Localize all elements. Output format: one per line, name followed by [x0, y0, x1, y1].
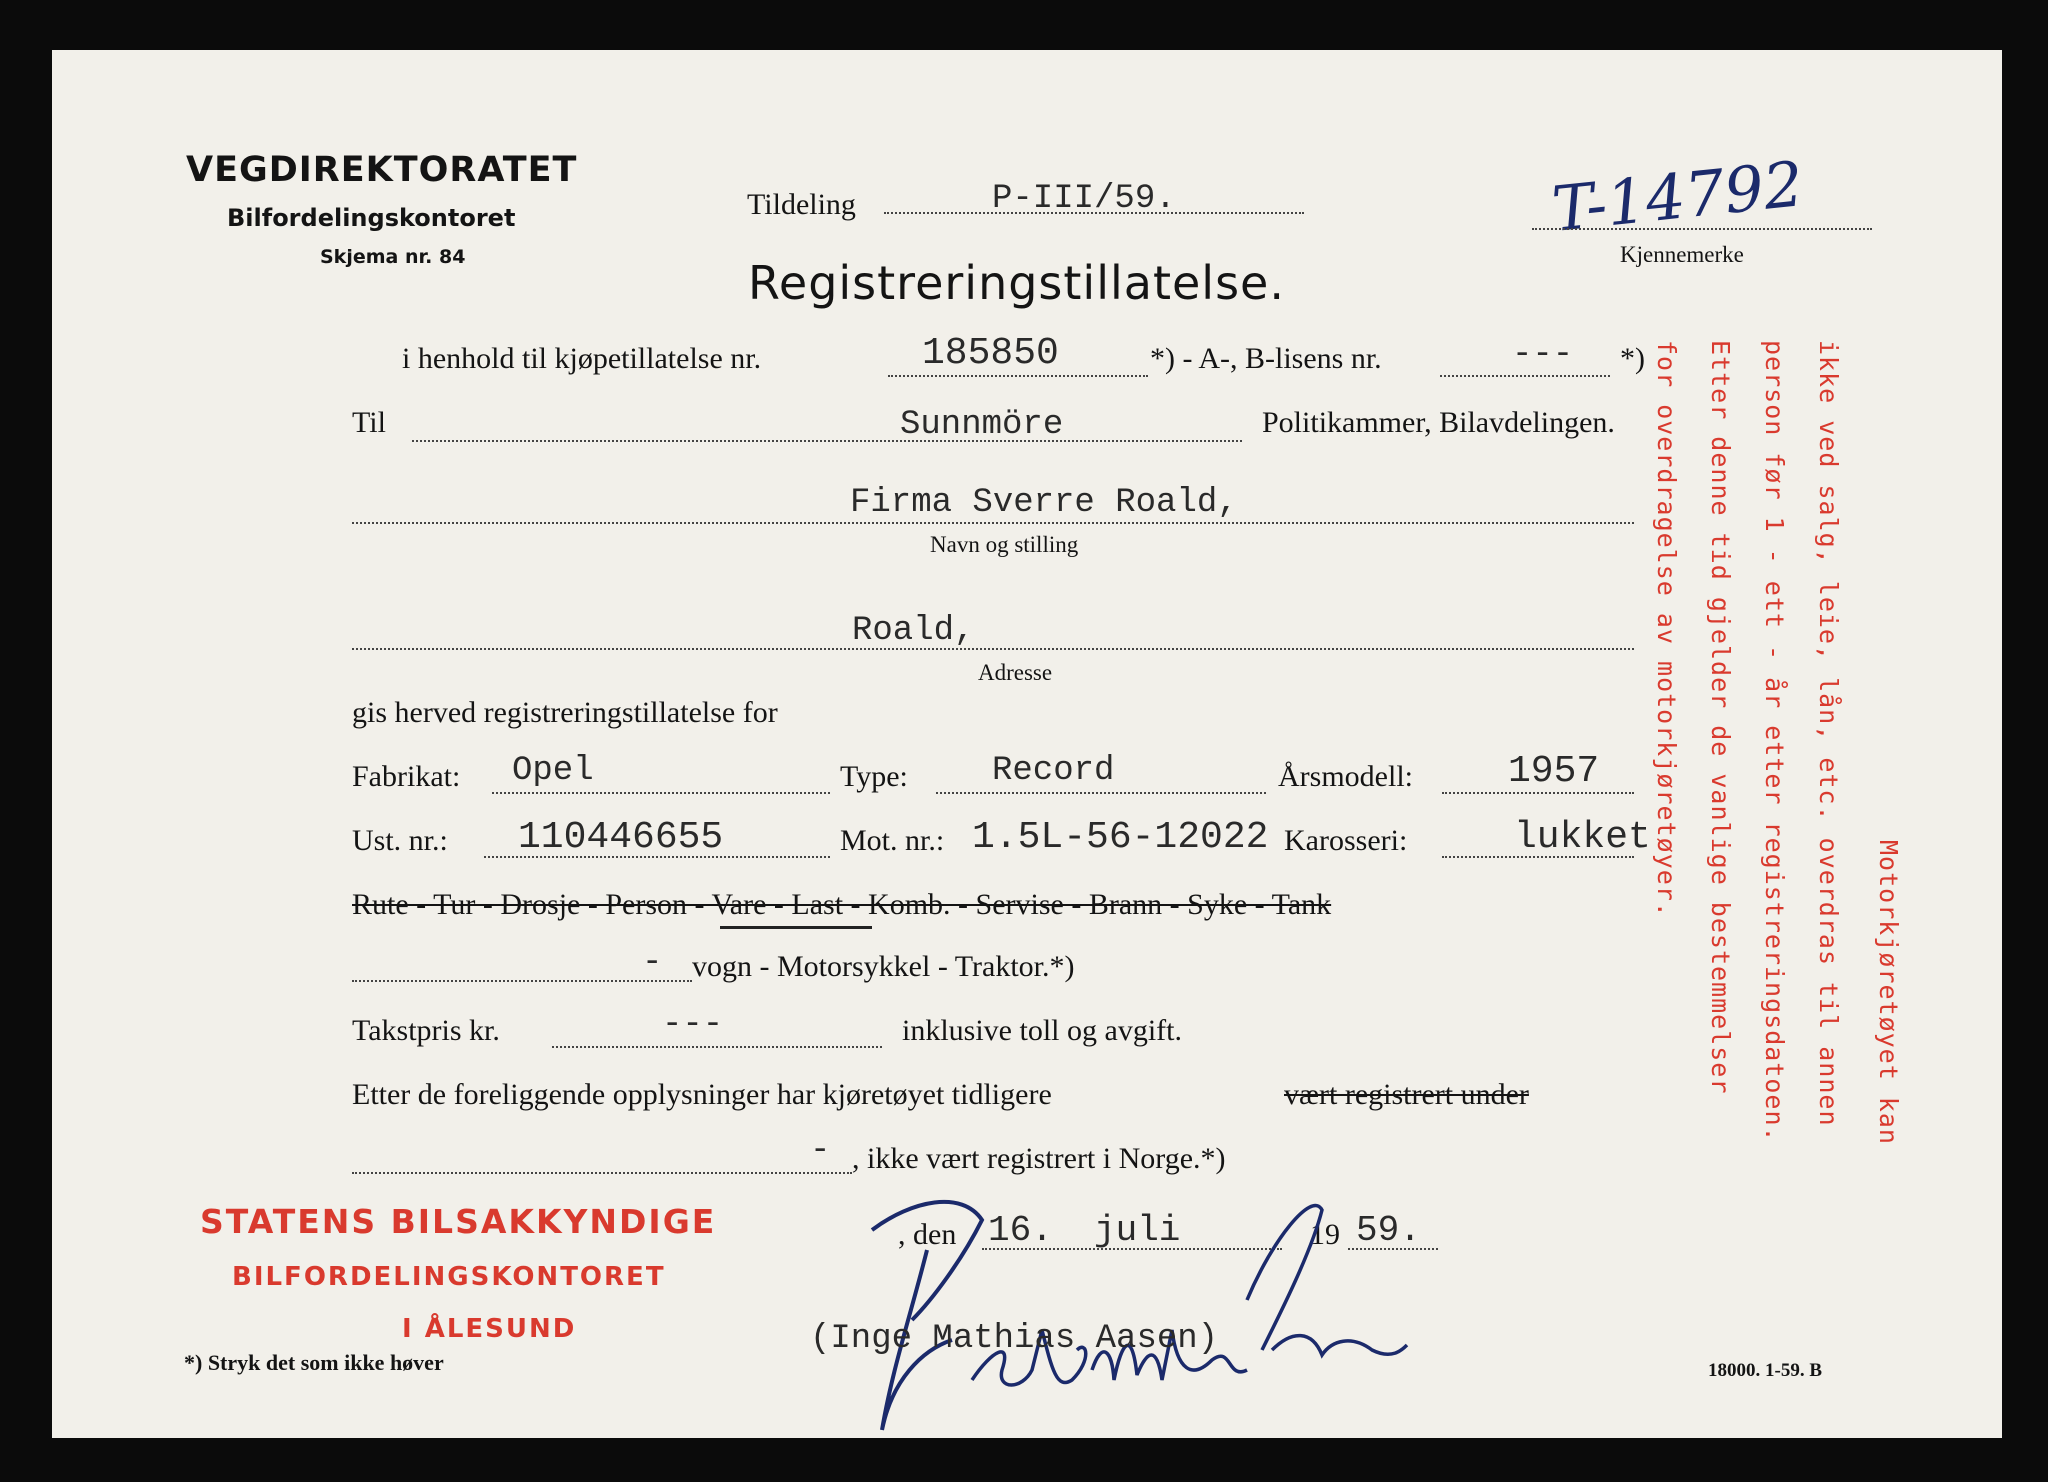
name-label: Navn og stilling: [930, 532, 1079, 557]
tildeling-value: P-III/59.: [992, 180, 1176, 218]
price-suffix: inklusive toll og avgift.: [902, 1014, 1182, 1047]
mot-label: Mot. nr.:: [840, 824, 945, 857]
lisens-middle: *) - A-, B-lisens nr.: [1150, 342, 1382, 375]
history-struck: vært registrert under: [1284, 1078, 1529, 1111]
type-value: Record: [992, 752, 1115, 790]
address-value: Roald,: [852, 612, 975, 650]
tildeling-label: Tildeling: [747, 188, 856, 221]
date-year: 59.: [1356, 1210, 1421, 1251]
date-century: 19: [1310, 1218, 1340, 1251]
kjennemerke-value: T-14792: [1548, 147, 1807, 246]
lisens-suffix: *): [1620, 342, 1645, 375]
fabrikat-value: Opel: [512, 752, 594, 790]
kjop-number: 185850: [922, 332, 1059, 375]
mot-value: 1.5L-56-12022: [972, 816, 1269, 859]
price-value: ---: [662, 1006, 724, 1044]
til-prefix: Til: [352, 406, 386, 439]
address-dotted-line: [352, 648, 1634, 650]
date-prefix: , den: [898, 1218, 957, 1251]
handwritten-signature: [852, 1180, 1412, 1440]
vogn-dash: -: [642, 944, 663, 982]
kjennemerke-dotted-line: [1532, 228, 1872, 230]
history-line2: , ikke vært registrert i Norge.*): [852, 1142, 1226, 1175]
history-line: Etter de foreliggende opplysninger har kjøretøyet tidligere: [352, 1078, 1052, 1111]
kjop-dotted-line: [888, 375, 1148, 377]
karosseri-label: Karosseri:: [1284, 824, 1408, 857]
til-dotted-line: [412, 440, 1242, 442]
til-suffix: Politikammer, Bilavdelingen.: [1262, 406, 1615, 439]
print-code: 18000. 1-59. B: [1708, 1360, 1822, 1381]
fabrikat-label: Fabrikat:: [352, 760, 461, 793]
typed-name: (Inge Mathias Aasen): [810, 1320, 1219, 1358]
footer-note: *) Stryk det som ikke høver: [184, 1350, 444, 1375]
history-dotted-line: [352, 1172, 852, 1174]
org-name: VEGDIREKTORATET: [186, 150, 578, 190]
vehicle-categories: Rute - Tur - Drosje - Person - Vare - Last - Komb. - Servise - Brann - Syke - Tank: [352, 888, 1332, 921]
stamp-line1: STATENS BILSAKKYNDIGE: [200, 1202, 717, 1241]
til-value: Sunnmöre: [900, 406, 1064, 444]
vogn-dotted-line: [352, 980, 692, 982]
office-name: Bilfordelingskontoret: [227, 204, 516, 232]
type-label: Type:: [840, 760, 908, 793]
document-sheet: [52, 50, 2002, 1438]
side-notice-line1: Motorkjøretøyet kan: [1874, 840, 1903, 1145]
name-value: Firma Sverre Roald,: [850, 484, 1238, 522]
address-label: Adresse: [978, 660, 1053, 685]
form-number: Skjema nr. 84: [320, 246, 466, 268]
fabrikat-dotted-line: [492, 792, 830, 794]
side-notice-line3: person før 1 - ett - år etter registreringsdatoen.: [1760, 340, 1789, 1143]
person-underline: [720, 926, 872, 929]
karosseri-value: lukket: [1514, 816, 1651, 859]
vogn-line: vogn - Motorsykkel - Traktor.*): [692, 950, 1075, 983]
side-notice-line2: ikke ved salg, leie, lån, etc. overdras til annen: [1814, 340, 1843, 1127]
arsmodell-value: 1957: [1508, 750, 1600, 793]
date-month: juli: [1094, 1210, 1181, 1251]
arsmodell-label: Årsmodell:: [1278, 760, 1413, 793]
price-dotted-line: [552, 1046, 882, 1048]
ust-value: 110446655: [518, 816, 724, 859]
history-dash: -: [810, 1132, 831, 1170]
form-title: Registreringstillatelse.: [748, 256, 1285, 310]
price-label: Takstpris kr.: [352, 1014, 500, 1047]
lisens-dotted-line: [1440, 375, 1610, 377]
kjennemerke-label: Kjennemerke: [1620, 242, 1744, 267]
lisens-number: ---: [1512, 336, 1574, 374]
type-dotted-line: [936, 792, 1266, 794]
stamp-line2: BILFORDELINGSKONTORET: [232, 1262, 666, 1292]
date-day: 16.: [988, 1210, 1053, 1251]
name-dotted-line: [352, 522, 1634, 524]
stamp-line3: I ÅLESUND: [402, 1314, 577, 1344]
ust-label: Ust. nr.:: [352, 824, 448, 857]
side-notice-line4: Etter denne tid gjelder de vanlige bestemmelser: [1706, 340, 1735, 1095]
kjop-prefix: i henhold til kjøpetillatelse nr.: [402, 342, 762, 375]
grant-text: gis herved registreringstillatelse for: [352, 696, 778, 729]
side-notice-line5: for overdragelse av motorkjøretøyer.: [1652, 340, 1681, 918]
